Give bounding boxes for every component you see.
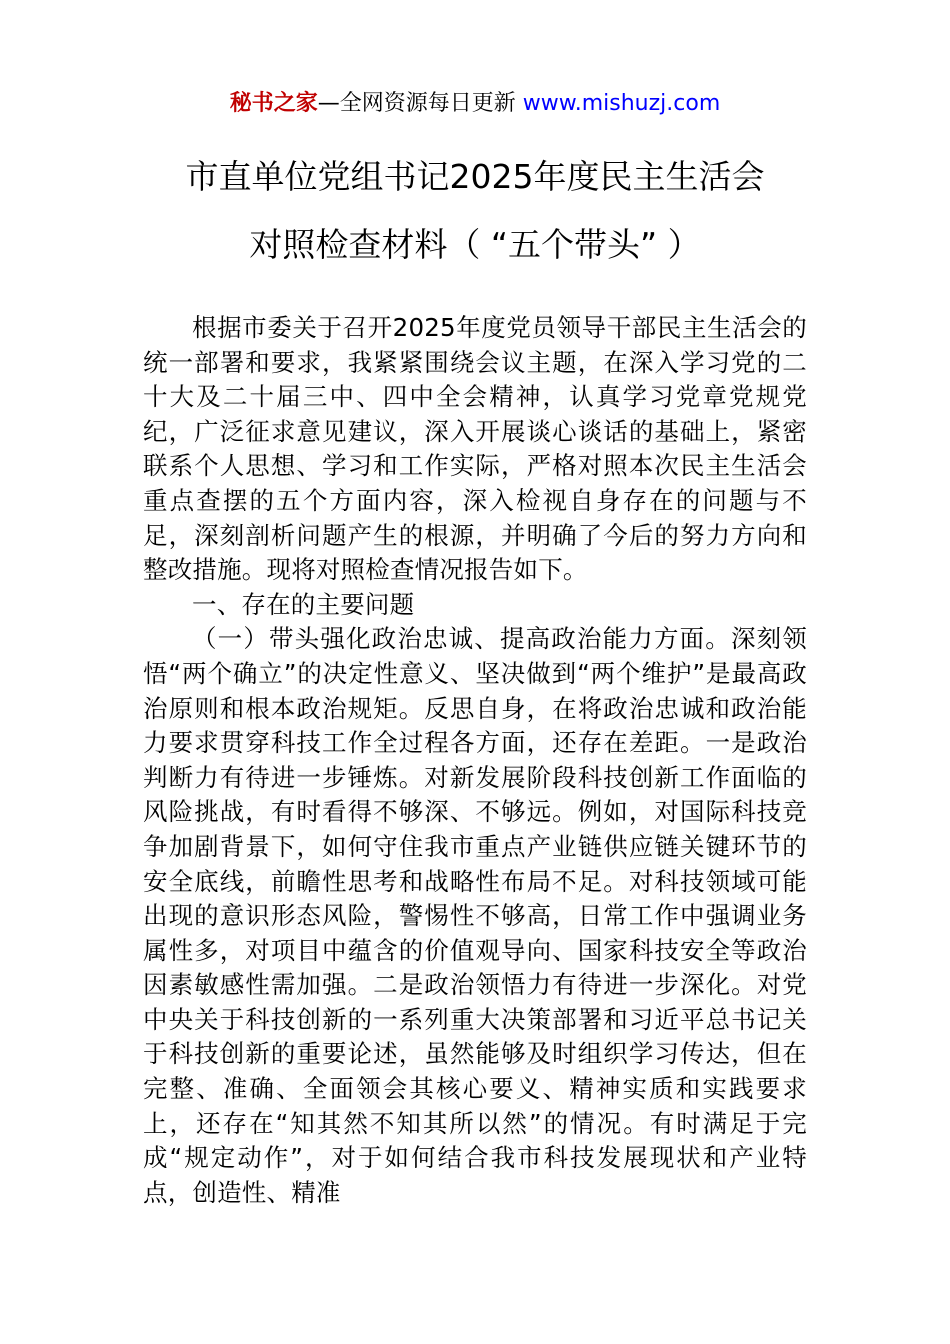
section-heading-1: 一、存在的主要问题: [192, 589, 415, 619]
site-header: [0, 88, 950, 120]
document-title-line-1: 市直单位党组书记2025年度民主生活会: [185, 157, 765, 196]
document-title-line-2: 对照检查材料（ “五个带头” ）: [249, 225, 701, 264]
header-slogan: —全网资源每日更新: [317, 91, 523, 116]
site-url-link[interactable]: www.mishuzj.com: [522, 91, 721, 116]
subsection-paragraph-1: （一）带头强化政治忠诚、提高政治能力方面。深刻领悟“两个确立”的决定性意义、坚决做到“两个维护”是最高政治原则和根本政治规矩。反思自身，在将政治忠诚和政治能力要求贯穿科技工作全过程各方面，还存在差距。一是政治判断力有待进一步锤炼。对新发展阶段科技创新工作面临的风险挑战，有时看得不够深、不够远。例如，对国际科技竞争加剧背景下，如何守住我市重点产业链供应链关键环节的安全底线，前瞻性思考和战略性布局不足。对科技领域可能出现的意识形态风险，警惕性不够高，日常工作中强调业务属性多，对项目中蕴含的价值观导向、国家科技安全等政治因素敏感性需加强。二是政治领悟力有待进一步深化。对党中央关于科技创新的一系列重大决策部署和习近平总书记关于科技创新的重要论述，虽然能够及时组织学习传达，但在完整、准确、全面领会其核心要义、精神实质和实践要求上，还存在“知其然不知其所以然”的情况。有时满足于完成“规定动作”，对于如何结合我市科技发展现状和产业特点，创造性、精准: [143, 624, 807, 1207]
intro-paragraph: 根据市委关于召开2025年度党员领导干部民主生活会的统一部署和要求，我紧紧围绕会议主题，在深入学习党的二十大及二十届三中、四中全会精神，认真学习党章党规党纪，广泛征求意见建议，深入开展谈心谈话的基础上，紧密联系个人思想、学习和工作实际，严格对照本次民主生活会重点查摆的五个方面内容，深入检视自身存在的问题与不足，深刻剖析问题产生的根源，并明确了今后的努力方向和整改措施。现将对照检查情况报告如下。: [143, 313, 807, 585]
document-body: [143, 311, 807, 1210]
brand-name: 秘书之家: [229, 91, 318, 116]
